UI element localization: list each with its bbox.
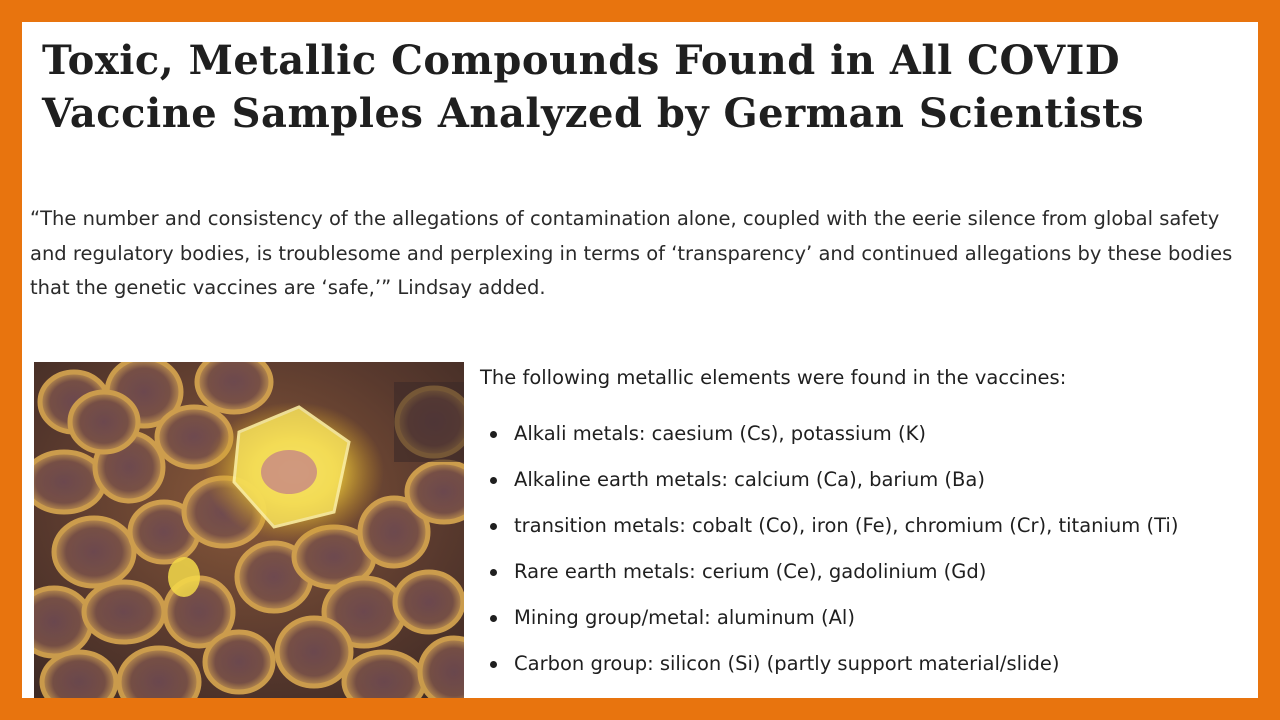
cell-shape — [42, 652, 116, 698]
cell-shape — [277, 618, 351, 686]
cell-shape — [395, 572, 463, 632]
list-item — [484, 466, 1178, 512]
elements-intro: The following metallic elements were found in the vaccines: — [480, 366, 1067, 389]
list-item-text: transition metals: cobalt (Co), iron (Fe), chromium (Cr), titanium (Ti) — [514, 514, 1179, 537]
list-item — [484, 558, 1178, 604]
cell-shape — [119, 648, 199, 698]
cell-shape — [197, 362, 271, 412]
cell-shape — [407, 462, 464, 522]
list-item — [484, 650, 1178, 696]
article-title: Toxic, Metallic Compounds Found in All COVID Vaccine Samples Analyzed by German Scientists — [42, 37, 1145, 137]
list-item — [484, 420, 1178, 466]
cell-shape — [34, 588, 91, 656]
microscope-image — [34, 362, 464, 698]
bullet-icon — [490, 569, 497, 576]
list-item — [484, 604, 1178, 650]
list-item-text: Mining group/metal: aluminum (Al) — [514, 606, 855, 629]
elements-list — [484, 420, 1178, 696]
list-item-text: Alkali metals: caesium (Cs), potassium (K) — [514, 422, 927, 445]
blood-cells-micrograph — [34, 362, 464, 698]
cell-shape — [205, 632, 273, 692]
list-item-text: Carbon group: silicon (Si) (partly support material/slide) — [514, 652, 1060, 675]
bullet-icon — [490, 477, 497, 484]
cell-shape — [70, 392, 138, 452]
list-item-text: Alkaline earth metals: calcium (Ca), barium (Ba) — [514, 468, 985, 491]
cell-shape — [84, 582, 164, 642]
bullet-icon — [490, 615, 497, 622]
bullet-icon — [490, 431, 497, 438]
list-item-text: Rare earth metals: cerium (Ce), gadolinium (Gd) — [514, 560, 987, 583]
bullet-icon — [490, 661, 497, 668]
article-page — [22, 22, 1258, 698]
article-quote: “The number and consistency of the allegations of contamination alone, coupled with the eerie silence from global safety and regulatory bodies, is troublesome and perplexing in terms of ‘transparency’ and continued allegations by these bodies that the genetic vaccines are ‘safe,’” Lindsay added. — [30, 207, 1233, 299]
bullet-icon — [490, 523, 497, 530]
list-item — [484, 512, 1178, 558]
cell-shape — [54, 518, 134, 586]
cell-shape — [344, 652, 424, 698]
